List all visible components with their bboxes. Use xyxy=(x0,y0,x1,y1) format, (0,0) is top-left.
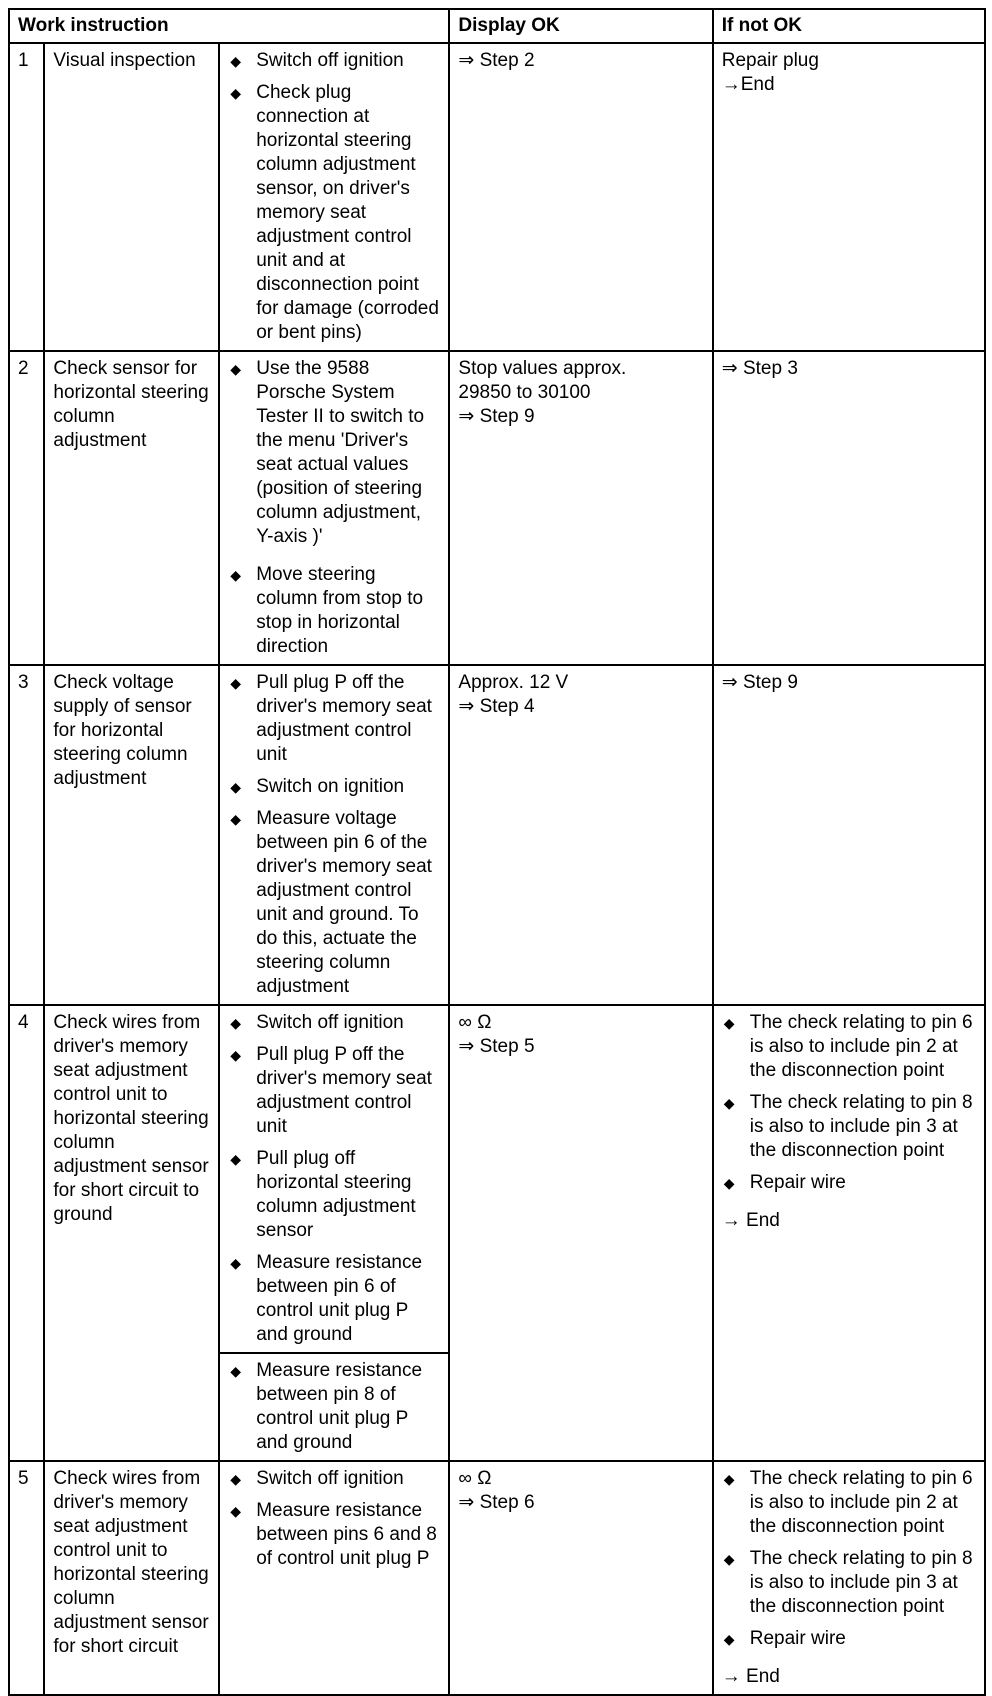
test-description: Check wires from driver's memory seat adjustment control unit to horizontal steering column adjustment sensor for short circuit xyxy=(44,1461,219,1695)
action-list xyxy=(219,1005,449,1353)
list-item: ◆ Switch off ignition xyxy=(230,50,404,71)
display-ok-cell: ∞ Ω ⇒ Step 5 xyxy=(449,1005,712,1461)
if-not-ok-cell: ⇒ Step 3 xyxy=(713,351,985,665)
work-instruction-page xyxy=(8,8,986,1696)
header-work-instruction: Work instruction xyxy=(9,9,449,43)
bullet-icon: ◆ xyxy=(723,1551,735,1567)
bullet-icon: ◆ xyxy=(230,53,242,69)
bullet-icon: ◆ xyxy=(230,361,242,377)
list-item: ◆ The check relating to pin 8 is also to include pin 3 at the disconnection point xyxy=(723,1092,973,1161)
list-item: ◆ Switch off ignition xyxy=(230,1012,404,1033)
display-ok-cell: Stop values approx. 29850 to 30100 ⇒ Step 9 xyxy=(449,351,712,665)
bullet-icon: ◆ xyxy=(723,1015,735,1031)
list-item: ◆ Move steering column from stop to stop in horizontal direction xyxy=(230,564,424,657)
bullet-icon: ◆ xyxy=(230,1015,242,1031)
test-description: Check voltage supply of sensor for horizontal steering column adjustment xyxy=(44,665,219,1005)
table-row xyxy=(9,43,985,351)
test-description: Check wires from driver's memory seat adjustment control unit to horizontal steering column adjustment sensor for short circuit to ground xyxy=(44,1005,219,1461)
list-item: ◆ Pull plug P off the driver's memory seat adjustment control unit xyxy=(230,672,432,765)
list-item: ◆ Measure resistance between pins 6 and 8 of control unit plug P xyxy=(230,1500,437,1569)
bullet-icon: ◆ xyxy=(723,1471,735,1487)
step-number: 1 xyxy=(9,43,44,351)
list-item: ◆ Pull plug P off the driver's memory seat adjustment control unit xyxy=(230,1044,432,1137)
step-number: 4 xyxy=(9,1005,44,1461)
display-ok-cell: ⇒ Step 2 xyxy=(449,43,712,351)
bullet-icon: ◆ xyxy=(723,1175,735,1191)
list-item: ◆ Use the 9588 Porsche System Tester II to switch to the menu 'Driver's seat actual values (position of steering column adjustment, Y-axis )' xyxy=(230,358,425,547)
list-item: ◆ Switch on ignition xyxy=(230,776,405,797)
bullet-icon: ◆ xyxy=(723,1631,735,1647)
list-item: ◆ The check relating to pin 8 is also to include pin 3 at the disconnection point xyxy=(723,1548,973,1617)
bullet-icon: ◆ xyxy=(723,1095,735,1111)
work-instruction-table xyxy=(8,8,986,1696)
step-number: 3 xyxy=(9,665,44,1005)
bullet-icon: ◆ xyxy=(230,1471,242,1487)
if-not-ok-cell: ◆ The check relating to pin 6 is also to include pin 2 at the disconnection point ◆ The check relating to pin 8 is also to include pin 3 at the disconnection point ◆ Repair wire → End xyxy=(713,1005,985,1461)
step-number: 5 xyxy=(9,1461,44,1695)
bullet-icon: ◆ xyxy=(230,675,242,691)
table-row xyxy=(9,665,985,1005)
list-item: ◆ The check relating to pin 6 is also to include pin 2 at the disconnection point xyxy=(723,1468,973,1537)
bullet-icon: ◆ xyxy=(230,1047,242,1063)
list-item: ◆ Repair wire xyxy=(723,1172,846,1193)
bullet-icon: ◆ xyxy=(230,1363,242,1379)
action-list xyxy=(219,665,449,1005)
list-item: ◆ Switch off ignition xyxy=(230,1468,404,1489)
table-header-row xyxy=(9,9,985,43)
list-item: ◆ Check plug connection at horizontal steering column adjustment sensor, on driver's memory seat adjustment control unit and at disconnection point for damage (corroded or bent pins) xyxy=(230,82,439,343)
header-if-not-ok: If not OK xyxy=(713,9,985,43)
display-ok-cell: Approx. 12 V ⇒ Step 4 xyxy=(449,665,712,1005)
list-item: ◆ The check relating to pin 6 is also to include pin 2 at the disconnection point xyxy=(723,1012,973,1081)
table-row xyxy=(9,1005,985,1353)
if-not-ok-cell: Repair plug →End xyxy=(713,43,985,351)
action-list xyxy=(219,43,449,351)
display-ok-cell: ∞ Ω ⇒ Step 6 xyxy=(449,1461,712,1695)
action-list xyxy=(219,1353,449,1461)
list-item: ◆ Measure voltage between pin 6 of the driver's memory seat adjustment control unit and ground. To do this, actuate the steering column adjustment xyxy=(230,808,432,997)
bullet-icon: ◆ xyxy=(230,1503,242,1519)
action-list xyxy=(219,351,449,665)
bullet-icon: ◆ xyxy=(230,811,242,827)
bullet-icon: ◆ xyxy=(230,85,242,101)
test-description: Check sensor for horizontal steering column adjustment xyxy=(44,351,219,665)
if-not-ok-cell: ⇒ Step 9 xyxy=(713,665,985,1005)
test-description: Visual inspection xyxy=(44,43,219,351)
list-item: ◆ Repair wire xyxy=(723,1628,846,1649)
header-display-ok: Display OK xyxy=(449,9,712,43)
bullet-icon: ◆ xyxy=(230,1255,242,1271)
bullet-icon: ◆ xyxy=(230,779,242,795)
bullet-icon: ◆ xyxy=(230,1151,242,1167)
list-item: ◆ Measure resistance between pin 8 of control unit plug P and ground xyxy=(230,1360,423,1453)
table-row xyxy=(9,351,985,665)
list-item: ◆ Measure resistance between pin 6 of control unit plug P and ground xyxy=(230,1252,423,1345)
step-number: 2 xyxy=(9,351,44,665)
bullet-icon: ◆ xyxy=(230,567,242,583)
list-item: ◆ Pull plug off horizontal steering column adjustment sensor xyxy=(230,1148,416,1241)
if-not-ok-cell: ◆ The check relating to pin 6 is also to include pin 2 at the disconnection point ◆ The check relating to pin 8 is also to include pin 3 at the disconnection point ◆ Repair wire → End xyxy=(713,1461,985,1695)
